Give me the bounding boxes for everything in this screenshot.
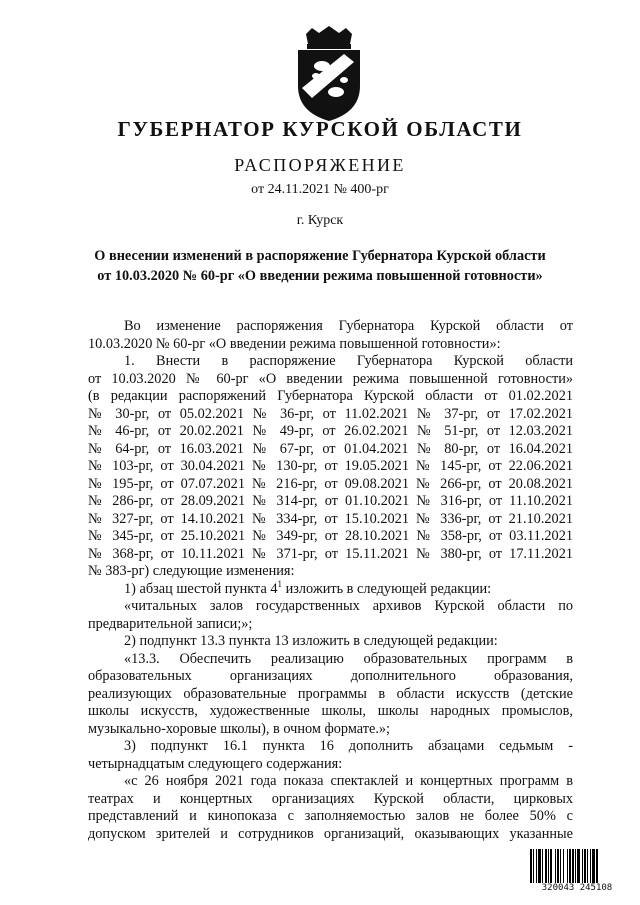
issuer-title: ГУБЕРНАТОР КУРСКОЙ ОБЛАСТИ [117, 117, 523, 141]
document-type: РАСПОРЯЖЕНИЕ [234, 155, 406, 175]
subitem-line: 2) подпункт 13.3 пункта 13 изложить в следующей редакции: [124, 633, 498, 649]
barcode-bars [530, 849, 624, 883]
quote-line: школы искусств, художественные школы, школы народных промыслов, [88, 703, 573, 719]
item-line: № 286-рг, от 28.09.2021 № 314-рг, от 01.10.2021 № 316-рг, от 11.10.2021 [88, 493, 573, 509]
subitem-text: 1) абзац шестой пункта 4 [124, 580, 278, 597]
barcode [530, 849, 624, 895]
item-line: от 10.03.2020 № 60-рг «О введении режима повышенной готовности» [88, 370, 573, 387]
item-line: № 327-рг, от 14.10.2021 № 334-рг, от 15.10.2021 № 336-рг, от 21.10.2021 [88, 510, 573, 527]
intro-line: 10.03.2020 № 60-рг «О введении режима повышенной готовности»: [88, 335, 501, 352]
item-line: № 103-рг, от 30.04.2021 № 130-рг, от 19.05.2021 № 145-рг, от 22.06.2021 [88, 458, 573, 474]
quote-line: предварительной записи;»; [88, 615, 253, 632]
kursk-coat-of-arms-icon [292, 26, 366, 122]
quote-line: «с 26 ноября 2021 года показа спектаклей и концертных программ в [124, 773, 573, 789]
item-line: № 30-рг, от 05.02.2021 № 36-рг, от 11.02.2021 № 37-рг, от 17.02.2021 [88, 405, 573, 422]
subject-line: от 10.03.2020 № 60-рг «О введении режима повышенной готовности» [97, 268, 543, 284]
document-subject [0, 246, 640, 286]
quote-line: представлений и кинопоказа с заполняемостью залов не более 50% с [88, 808, 573, 824]
subitem-text: изложить в следующей редакции: [282, 580, 492, 597]
quote-line: реализующих образовательные программы в области искусств (детские [88, 685, 573, 702]
quote-line: «13.3. Обеспечить реализацию образовательных программ в [124, 650, 573, 667]
item-line: № 368-рг, от 10.11.2021 № 371-рг, от 15.11.2021 № 380-рг, от 17.11.2021 [88, 545, 573, 562]
item-line: № 46-рг, от 20.02.2021 № 49-рг, от 26.02.2021 № 51-рг, от 12.03.2021 [88, 423, 573, 439]
quote-line: образовательных организациях дополнительного образования, [88, 668, 573, 684]
item-line: 1. Внести в распоряжение Губернатора Курской области [124, 353, 573, 369]
subject-line: О внесении изменений в распоряжение Губернатора Курской области [94, 248, 546, 264]
city: г. Курск [296, 213, 344, 228]
item-line: № 383-рг) следующие изменения: [88, 563, 295, 579]
item-line: № 195-рг, от 07.07.2021 № 216-рг, от 09.08.2021 № 266-рг, от 20.08.2021 [88, 475, 573, 492]
barcode-number: 320043 245108 [541, 883, 613, 893]
document-number: от 24.11.2021 № 400-рг [251, 182, 389, 197]
quote-line: музыкально-хоровые школы), в очном формате.»; [88, 720, 391, 737]
document-body [88, 318, 573, 843]
item-line: № 64-рг, от 16.03.2021 № 67-рг, от 01.04.2021 № 80-рг, от 16.04.2021 [88, 440, 573, 457]
subitem-line: четырнадцатым следующего содержания: [88, 755, 343, 772]
intro-line: Во изменение распоряжения Губернатора Курской области от [124, 318, 573, 334]
subitem-line [88, 578, 573, 599]
superscript: 1 [277, 578, 283, 589]
item-line: № 345-рг, от 25.10.2021 № 349-рг, от 28.10.2021 № 358-рг, от 03.11.2021 [88, 528, 573, 544]
subitem-line: 3) подпункт 16.1 пункта 16 дополнить абзацами седьмым - [124, 738, 573, 754]
quote-line: «читальных залов государственных архивов Курской области по [124, 598, 573, 614]
quote-line: допуском зрителей и сотрудников организаций, оказывающих указанные [88, 825, 573, 842]
quote-line: театрах и концертных организациях Курской области, цирковых [88, 790, 573, 807]
item-line: (в редакции распоряжений Губернатора Курской области от 01.02.2021 [88, 388, 573, 404]
